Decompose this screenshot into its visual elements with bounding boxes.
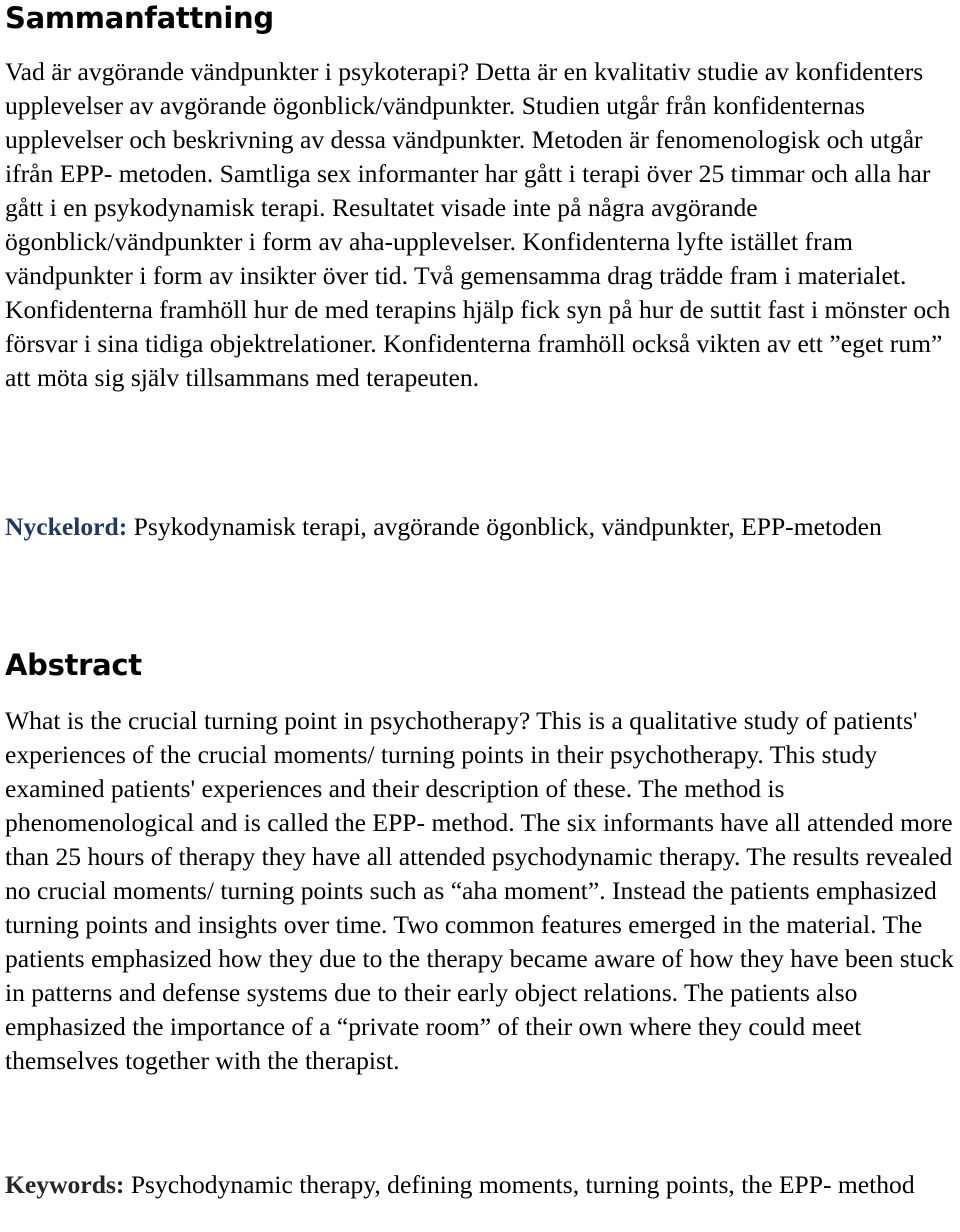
swedish-keywords-label: Nyckelord:	[5, 512, 128, 541]
english-keywords-label: Keywords:	[5, 1170, 125, 1199]
english-keywords-text: Psychodynamic therapy, defining moments, turning points, the EPP- method	[124, 1170, 915, 1199]
swedish-keywords-line	[5, 510, 935, 544]
swedish-abstract-paragraph: Vad är avgörande vändpunkter i psykoterapi? Detta är en kvalitativ studie av konfidenters upplevelser av avgörande ögonblick/vändpunkter. Studien utgår från konfidenternas upplevelser och beskrivning av dessa vändpunkter. Metoden är fenomenologisk och utgår ifrån EPP- metoden. Samtliga sex informanter har gått i terapi över 25 timmar och alla har gått i en psykodynamisk terapi. Resultatet visade inte på några avgörande ögonblick/vändpunkter i form av aha-upplevelser. Konfidenterna lyfte istället fram vändpunkter i form av insikter över tid. Två gemensamma drag trädde fram i materialet. Konfidenterna framhöll hur de med terapins hjälp fick syn på hur de suttit fast i mönster och försvar i sina tidiga objektrelationer. Konfidenterna framhöll också vikten av ett ”eget rum” att möta sig själv tillsammans med terapeuten.	[5, 57, 951, 392]
swedish-keywords-text: Psykodynamisk terapi, avgörande ögonblick, vändpunkter, EPP-metoden	[127, 512, 882, 541]
sammanfattning-heading: Sammanfattning	[5, 1, 274, 35]
english-abstract-paragraph: What is the crucial turning point in psychotherapy? This is a qualitative study of patients' experiences of the crucial moments/ turning points in their psychotherapy. This study examined patients' experiences and their description of these. The method is phenomenological and is called the EPP- method. The six informants have all attended more than 25 hours of therapy they have all attended psychodynamic therapy. The results revealed no crucial moments/ turning points such as “aha moment”. Instead the patients emphasized turning points and insights over time. Two common features emerged in the material. The patients emphasized how they due to the therapy became aware of how they have been stuck in patterns and defense systems due to their early object relations. The patients also emphasized the importance of a “private room” of their own where they could meet themselves together with the therapist.	[5, 706, 954, 1075]
abstract-heading: Abstract	[5, 648, 142, 682]
english-keywords-line	[5, 1168, 935, 1202]
